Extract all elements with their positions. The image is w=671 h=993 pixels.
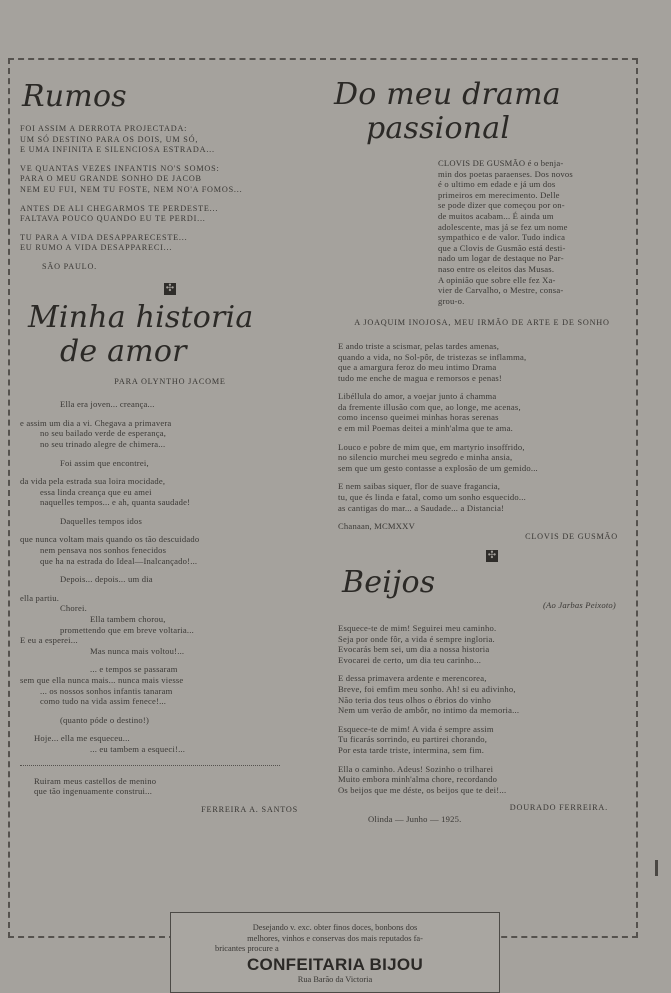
poem-line: sem que ella nunca mais... nunca mais viesse [20,675,184,685]
rumos-title: Rumos [22,79,127,114]
beijos-author: DOURADO FERREIRA. [509,803,608,813]
poem-line: Ella o caminho. Adeus! Sozinho o trilharei [338,763,494,774]
poem-line: nem pensava nos sonhos fenecidos [40,545,167,556]
drama-poem [338,341,626,513]
poem-line: Ella tambem chorou, [90,614,166,625]
historia-author: FERREIRA A. SANTOS [201,804,298,814]
poem-line: Libéllula do amor, a voejar junto á chamma [338,391,497,402]
poem-line: Não teria dos teus olhos o ébrios do vinho [338,694,492,705]
rumos-place: SÃO PAULO. [42,261,98,271]
poem-line: Depois... depois... um dia [60,574,153,585]
poem-line: sem que um gesto contasse a explosão de um gemido... [338,462,538,473]
drama-title-line1: Do meu drama [334,77,561,112]
poem-line: Nem um verão de ambôr, no intimo da memoria... [338,705,520,716]
poem-line: Evocarás bem sei, um dia a nossa historia [338,644,490,655]
ad-text-line: melhores, vinhos e conservas dos mais reputados fa- [247,933,423,943]
poem-line: no seu bailado verde de esperança, [40,428,167,439]
beijos-stanza-3 [338,724,626,756]
intro-line: nado um logar de destaque no Par- [438,253,564,264]
poem-line: E dessa primavera ardente e merencorea, [338,673,487,684]
ornament-icon: ✣ [487,550,497,562]
poem-line: PARA O MEU GRANDE SONHO DE JACOB [20,174,202,184]
poem-line: ella partiu. [20,592,60,603]
beijos-stanza-2 [338,673,626,715]
intro-line: naso entre os eleitos das Musas. [438,263,555,274]
poem-line: que ha na estrada do Ideal—Inalcançado!... [40,555,198,566]
poem-line: Louco e pobre de mim que, em martyrio insoffrido, [338,441,525,452]
drama-stanza-4 [338,481,626,513]
poem-line: promettendo que em breve voltaria... [60,624,194,635]
poem-line: ... os nossos sonhos infantis tanaram [40,685,173,696]
ornament-icon: ✣ [165,282,175,294]
poem-line: E eu a esperei... [20,635,78,646]
poem-line: Daquelles tempos idos [60,515,143,526]
beijos-dedication: (Ao Jarbas Peixoto) [542,600,616,611]
poem-line: (quanto póde o destino!) [60,714,150,725]
intro-line: que a Clovis de Gusmão está desti- [438,242,566,253]
poem-line: que nunca voltam mais quando os tão descuidado [20,534,200,545]
intro-line: de muitos acabam... É ainda um [438,210,554,221]
poem-line: ... e tempos se passaram [90,664,178,675]
poem-line: E nem saibas siquer, flor de suave fragancia, [338,481,501,492]
intro-line: primeiros em merecimento. Delle [438,189,560,200]
drama-author: CLOVIS DE GUSMÃO [525,531,618,541]
drama-stanza-2 [338,391,626,433]
poem-line: FOI ASSIM A DERROTA PROJECTADA: [20,124,188,133]
rumos-stanza-2 [20,164,320,196]
poem-line: VE QUANTAS VEZES INFANTIS NO'S SOMOS: [20,163,220,173]
poem-line: FALTAVA POUCO QUANDO EU TE PERDI... [20,214,206,224]
right-column [334,77,626,825]
poem-line: Evocarei de certo, um dia teu carinho... [338,654,482,665]
beijos-stanza-4 [338,764,626,796]
poem-line: NEM EU FUI, NEM TU FOSTE, NEM NO'A FOMOS... [20,184,243,194]
poem-line: Hoje... ella me esqueceu... [34,733,130,744]
rumos-poem [20,124,320,273]
edge-mark [655,860,658,876]
poem-line: E ando triste a scismar, pelas tardes amenas, [338,340,500,351]
dotted-separator [20,765,280,766]
intro-line: se pode dizer que começou por on- [438,200,565,211]
intro-line: vier de Carvalho, o Mestre, consa- [438,285,564,296]
drama-stanza-3 [338,442,626,474]
poem-line: ... eu tambem a esqueci!... [90,743,186,754]
ad-brand: CONFEITARIA BIJOU [246,954,424,974]
poem-line: Seja por onde fôr, a vida é sempre ingloria. [338,633,495,644]
historia-poem [20,399,320,797]
rumos-stanza-3 [20,204,320,225]
confeitaria-ad [170,912,500,993]
historia-title-line2: de amor [60,333,187,369]
historia-dedication: PARA OLYNTHO JACOME [114,376,226,386]
poem-line: como tudo na vida assim fenece!... [40,696,167,707]
poem-line: e em mil Poemas deitei a minh'alma que te ama. [338,423,513,434]
poem-line: quando a vida, no Sol-pôr, de tristezas se inflamma, [338,351,527,362]
intro-line: é o ultimo em edade e já um dos [438,179,556,190]
poem-line: essa linda creança que eu amei [40,486,152,497]
poem-line: Por esta tarde triste, interminа, sem fim. [338,744,485,755]
rumos-stanza-1 [20,124,320,156]
poem-line: tudo me enche de magua e remorsos e penas! [338,372,502,383]
intro-line: adolescente, mas já se fez um nome [438,221,568,232]
drama-dedication: A JOAQUIM INOJOSA, MEU IRMÃO DE ARTE E DE SONHO [354,318,610,328]
poem-line: as cantigas do mar... a Saudade... a Distancia! [338,502,505,513]
poem-line: Ruiram meus castellos de menino [34,775,157,786]
poem-line: Tu ficarás sorrindo, eu partirei chorando, [338,734,488,745]
poem-line: Muito embora minh'alma chore, recordando [338,774,498,785]
drama-stanza-1 [338,341,626,383]
beijos-date: Olinda — Junho — 1925. [368,813,462,824]
poem-line: Breve, foi emfim meu sonho. Ah! si eu adivinho, [338,683,516,694]
beijos-title: Beijos [342,565,436,601]
poem-line: tu, que és linda e fatal, como um sonho esquecido... [338,492,526,503]
drama-intro [338,158,626,306]
intro-line: grou-o. [438,295,465,306]
drama-title-line2: passional [366,111,511,146]
poem-line: Esquece-te de mim! A vida é sempre assim [338,723,494,734]
beijos-poem [338,623,626,795]
intro-line: CLOVIS DE GUSMÃO é o benja- [438,158,564,168]
poem-line: Esquece-te de mim! Seguirei meu caminho. [338,623,497,633]
poem-line: EU RUMO A VIDA DESAPPARECI... [20,243,173,253]
ad-text-line: Desejando v. exc. obter finos doces, bonbons dos [252,923,418,932]
poem-line: no seu trinado alegre de chimera... [40,438,166,449]
poem-line: TU PARA A VIDA DESAPPARECESTE... [20,232,188,242]
intro-line: min dos poetas paraenses. Dos novos [438,168,573,179]
poem-line: Chorei. [60,603,87,614]
poem-line: E UMA INFINITA E SILENCIOSA ESTRADA... [20,145,215,155]
poem-line: da vida pela estrada sua loira mocidade, [20,476,166,487]
ad-address: Rua Barão da Victoria [297,974,373,984]
poem-line: ANTES DE ALI CHEGARMOS TE PERDESTE... [20,203,219,213]
poem-line: que a amargura feroz do meu intimo Drama [338,362,497,373]
ad-text-line: bricantes procure a [215,944,279,954]
poem-line: Os beijos que me déste, os beijos que te dei!... [338,784,507,795]
poem-line: no silencio murchei meu segredo e minha ansia, [338,452,513,463]
left-column [20,80,320,815]
rumos-stanza-4 [20,233,320,254]
historia-title-line1: Minha historia [28,299,254,335]
poem-line: como incenso queimei minhas horas serenas [338,412,499,423]
poem-line: UM SÓ DESTINO PARA OS DOIS, UM SÓ, [20,134,199,144]
poem-line: Mas nunca mais voltou!... [90,645,185,656]
poem-line: Ella era joven... creança... [60,399,155,410]
drama-date: Chanaan, MCMXXV [338,521,415,532]
poem-line: naquelles tempos... e ah, quanta saudade! [40,497,191,508]
poem-line: da fremente illusão com que, ao longe, me acenas, [338,401,521,412]
beijos-stanza-1 [338,623,626,665]
intro-line: sympathico e de valor. Tudo indica [438,232,566,243]
poem-line: e assim um dia a vi. Chegava a primavera [20,417,172,428]
poem-line: Foi assim que encontrei, [60,457,149,468]
intro-line: A opinião que sobre elle fez Xa- [438,274,556,285]
poem-line: que tão ingenuamente construi... [34,786,153,797]
